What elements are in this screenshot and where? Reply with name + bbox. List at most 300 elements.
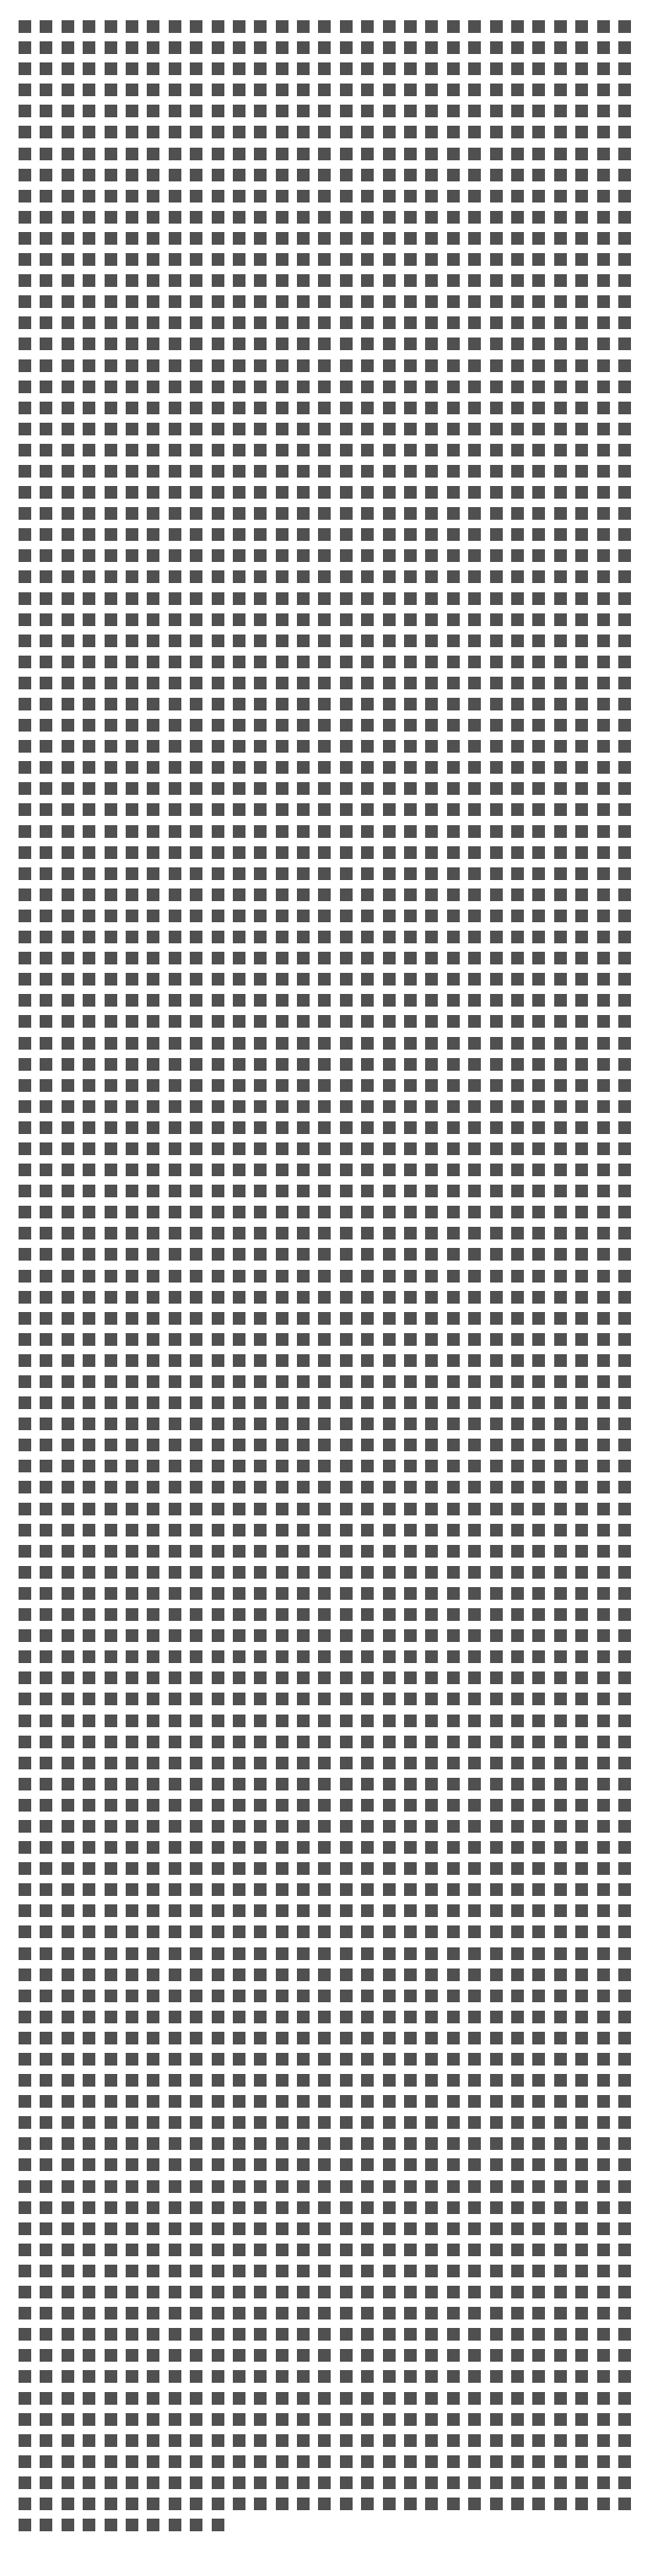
grid-tile bbox=[340, 1439, 353, 1451]
grid-tile bbox=[190, 1142, 202, 1155]
grid-tile bbox=[83, 740, 95, 753]
grid-tile bbox=[404, 1629, 417, 1642]
grid-tile bbox=[447, 1481, 460, 1493]
grid-tile bbox=[511, 1079, 524, 1092]
grid-tile bbox=[254, 338, 267, 350]
grid-tile bbox=[19, 846, 31, 859]
grid-tile bbox=[19, 2137, 31, 2150]
grid-tile bbox=[276, 62, 288, 75]
grid-tile bbox=[40, 2011, 52, 2023]
grid-tile bbox=[318, 423, 331, 435]
grid-tile bbox=[254, 1206, 267, 1218]
grid-tile bbox=[297, 719, 310, 732]
grid-tile bbox=[554, 1566, 567, 1579]
grid-tile bbox=[83, 1650, 95, 1663]
grid-tile bbox=[447, 2201, 460, 2214]
grid-tile bbox=[147, 549, 159, 562]
grid-tile bbox=[447, 973, 460, 986]
grid-tile bbox=[40, 381, 52, 393]
grid-tile bbox=[169, 719, 181, 732]
grid-tile bbox=[105, 1841, 117, 1854]
grid-tile bbox=[105, 2265, 117, 2277]
grid-tile bbox=[212, 1396, 224, 1409]
grid-tile bbox=[126, 1671, 138, 1684]
grid-tile bbox=[62, 1736, 74, 1748]
grid-tile bbox=[62, 2053, 74, 2066]
grid-tile bbox=[190, 1079, 202, 1092]
grid-tile bbox=[276, 1883, 288, 1896]
grid-tile bbox=[126, 1100, 138, 1113]
grid-tile bbox=[554, 1862, 567, 1875]
grid-tile bbox=[83, 2413, 95, 2426]
grid-tile bbox=[212, 2476, 224, 2489]
grid-tile bbox=[425, 1164, 438, 1176]
grid-tile bbox=[425, 316, 438, 329]
grid-tile bbox=[383, 148, 396, 160]
grid-tile bbox=[126, 381, 138, 393]
grid-tile bbox=[575, 1587, 588, 1600]
grid-tile bbox=[404, 570, 417, 583]
grid-tile bbox=[447, 465, 460, 478]
grid-tile bbox=[532, 931, 545, 943]
grid-tile bbox=[318, 719, 331, 732]
grid-tile bbox=[169, 105, 181, 117]
grid-tile bbox=[254, 316, 267, 329]
grid-tile bbox=[511, 1629, 524, 1642]
grid-tile bbox=[361, 126, 374, 138]
grid-tile bbox=[190, 1439, 202, 1451]
grid-tile bbox=[169, 1312, 181, 1325]
grid-tile bbox=[532, 1947, 545, 1960]
grid-tile bbox=[618, 1354, 631, 1367]
grid-tile bbox=[62, 2180, 74, 2193]
grid-tile bbox=[447, 1164, 460, 1176]
grid-tile bbox=[233, 1587, 245, 1600]
grid-tile bbox=[447, 169, 460, 181]
grid-tile bbox=[468, 2413, 481, 2426]
grid-tile bbox=[169, 1503, 181, 1515]
grid-tile bbox=[276, 316, 288, 329]
grid-tile bbox=[40, 1418, 52, 1430]
grid-tile bbox=[618, 1883, 631, 1896]
grid-tile bbox=[618, 1524, 631, 1536]
grid-tile bbox=[233, 1566, 245, 1579]
grid-tile bbox=[126, 2307, 138, 2319]
grid-tile bbox=[597, 635, 610, 647]
grid-tile bbox=[318, 867, 331, 880]
grid-tile bbox=[83, 2434, 95, 2447]
grid-tile bbox=[618, 2180, 631, 2193]
grid-tile bbox=[190, 677, 202, 689]
grid-tile bbox=[190, 1820, 202, 1833]
grid-tile bbox=[468, 1671, 481, 1684]
grid-tile bbox=[575, 613, 588, 626]
grid-tile bbox=[19, 1841, 31, 1854]
grid-tile bbox=[383, 1524, 396, 1536]
grid-tile bbox=[532, 613, 545, 626]
grid-tile bbox=[511, 41, 524, 54]
grid-tile bbox=[511, 2455, 524, 2468]
grid-tile bbox=[276, 2392, 288, 2405]
grid-tile bbox=[361, 656, 374, 668]
grid-tile bbox=[618, 2201, 631, 2214]
grid-tile bbox=[383, 2244, 396, 2256]
grid-tile bbox=[318, 1503, 331, 1515]
grid-tile bbox=[511, 1862, 524, 1875]
grid-tile bbox=[126, 1820, 138, 1833]
grid-tile bbox=[297, 1566, 310, 1579]
grid-tile bbox=[383, 677, 396, 689]
grid-tile bbox=[532, 2222, 545, 2235]
grid-tile bbox=[468, 2158, 481, 2171]
grid-tile bbox=[169, 1058, 181, 1071]
grid-tile bbox=[468, 1757, 481, 1769]
grid-tile bbox=[105, 1481, 117, 1493]
grid-tile bbox=[62, 1524, 74, 1536]
grid-tile bbox=[404, 1015, 417, 1028]
grid-tile bbox=[511, 169, 524, 181]
grid-tile bbox=[254, 402, 267, 414]
grid-tile bbox=[404, 2158, 417, 2171]
grid-tile bbox=[40, 1460, 52, 1472]
grid-tile bbox=[276, 1820, 288, 1833]
grid-tile bbox=[83, 2392, 95, 2405]
grid-tile bbox=[276, 1375, 288, 1388]
tile-grid bbox=[19, 20, 631, 2531]
grid-tile bbox=[554, 1418, 567, 1430]
grid-tile bbox=[554, 423, 567, 435]
grid-tile bbox=[254, 1503, 267, 1515]
grid-tile bbox=[468, 613, 481, 626]
grid-tile bbox=[276, 1608, 288, 1621]
grid-tile bbox=[597, 1841, 610, 1854]
grid-tile bbox=[468, 761, 481, 774]
grid-tile bbox=[511, 20, 524, 33]
grid-tile bbox=[511, 2011, 524, 2023]
grid-tile bbox=[318, 465, 331, 478]
grid-tile bbox=[425, 570, 438, 583]
grid-tile bbox=[83, 1968, 95, 1981]
grid-tile bbox=[126, 888, 138, 901]
grid-tile bbox=[383, 2498, 396, 2510]
grid-tile bbox=[490, 549, 503, 562]
grid-tile bbox=[597, 1947, 610, 1960]
grid-tile bbox=[169, 803, 181, 816]
grid-tile bbox=[40, 888, 52, 901]
grid-tile bbox=[126, 126, 138, 138]
grid-tile bbox=[490, 1841, 503, 1854]
grid-tile bbox=[212, 169, 224, 181]
grid-tile bbox=[62, 253, 74, 266]
grid-tile bbox=[297, 1121, 310, 1134]
grid-tile bbox=[212, 2244, 224, 2256]
grid-tile bbox=[618, 1375, 631, 1388]
grid-tile bbox=[404, 2074, 417, 2087]
grid-tile bbox=[40, 2180, 52, 2193]
grid-tile bbox=[190, 148, 202, 160]
grid-tile bbox=[575, 910, 588, 922]
grid-tile bbox=[425, 1396, 438, 1409]
grid-tile bbox=[318, 973, 331, 986]
grid-tile bbox=[62, 2074, 74, 2087]
grid-tile bbox=[447, 2222, 460, 2235]
grid-tile bbox=[297, 825, 310, 838]
grid-tile bbox=[532, 570, 545, 583]
grid-tile bbox=[62, 1566, 74, 1579]
grid-tile bbox=[19, 888, 31, 901]
grid-tile bbox=[404, 444, 417, 456]
grid-tile bbox=[62, 1185, 74, 1197]
grid-tile bbox=[40, 698, 52, 710]
grid-tile bbox=[169, 1566, 181, 1579]
grid-tile bbox=[575, 2201, 588, 2214]
grid-tile bbox=[276, 1121, 288, 1134]
grid-tile bbox=[19, 1079, 31, 1092]
grid-tile bbox=[318, 2222, 331, 2235]
grid-tile bbox=[532, 2180, 545, 2193]
grid-tile bbox=[212, 2434, 224, 2447]
grid-tile bbox=[254, 635, 267, 647]
grid-tile bbox=[575, 761, 588, 774]
grid-tile bbox=[212, 105, 224, 117]
grid-tile bbox=[233, 232, 245, 245]
grid-tile bbox=[212, 1587, 224, 1600]
grid-tile bbox=[575, 1757, 588, 1769]
grid-tile bbox=[597, 253, 610, 266]
grid-tile bbox=[40, 2074, 52, 2087]
grid-tile bbox=[554, 62, 567, 75]
grid-tile bbox=[19, 1925, 31, 1938]
grid-tile bbox=[447, 1312, 460, 1325]
grid-tile bbox=[254, 698, 267, 710]
grid-tile bbox=[126, 1862, 138, 1875]
grid-tile bbox=[532, 2455, 545, 2468]
grid-tile bbox=[468, 698, 481, 710]
grid-tile bbox=[19, 1439, 31, 1451]
grid-tile bbox=[618, 338, 631, 350]
grid-tile bbox=[83, 486, 95, 499]
grid-tile bbox=[83, 1799, 95, 1812]
grid-tile bbox=[276, 2201, 288, 2214]
grid-tile bbox=[361, 2265, 374, 2277]
grid-tile bbox=[147, 2158, 159, 2171]
grid-tile bbox=[447, 1566, 460, 1579]
grid-tile bbox=[575, 169, 588, 181]
grid-tile bbox=[169, 2328, 181, 2341]
grid-tile bbox=[618, 105, 631, 117]
grid-tile bbox=[254, 62, 267, 75]
grid-tile bbox=[40, 1354, 52, 1367]
grid-tile bbox=[233, 1608, 245, 1621]
grid-tile bbox=[212, 2222, 224, 2235]
grid-tile bbox=[468, 1354, 481, 1367]
grid-tile bbox=[126, 677, 138, 689]
grid-tile bbox=[62, 1121, 74, 1134]
grid-tile bbox=[147, 1608, 159, 1621]
grid-tile bbox=[126, 549, 138, 562]
grid-tile bbox=[297, 1757, 310, 1769]
grid-tile bbox=[404, 528, 417, 541]
grid-tile bbox=[105, 677, 117, 689]
grid-tile bbox=[212, 1227, 224, 1239]
grid-tile bbox=[361, 782, 374, 795]
grid-tile bbox=[212, 2201, 224, 2214]
grid-tile bbox=[361, 994, 374, 1007]
grid-tile bbox=[490, 1799, 503, 1812]
grid-tile bbox=[404, 2455, 417, 2468]
grid-tile bbox=[40, 2349, 52, 2362]
grid-tile bbox=[169, 1736, 181, 1748]
grid-tile bbox=[468, 846, 481, 859]
grid-tile bbox=[532, 381, 545, 393]
grid-tile bbox=[554, 1121, 567, 1134]
grid-tile bbox=[83, 952, 95, 964]
grid-tile bbox=[340, 1693, 353, 1705]
grid-tile bbox=[190, 825, 202, 838]
grid-tile bbox=[297, 507, 310, 520]
grid-tile bbox=[169, 888, 181, 901]
grid-tile bbox=[254, 20, 267, 33]
grid-tile bbox=[361, 402, 374, 414]
grid-tile bbox=[404, 1164, 417, 1176]
grid-tile bbox=[361, 190, 374, 203]
grid-tile bbox=[169, 1333, 181, 1346]
grid-tile bbox=[361, 1715, 374, 1727]
grid-tile bbox=[404, 973, 417, 986]
grid-tile bbox=[62, 2307, 74, 2319]
grid-tile bbox=[147, 2413, 159, 2426]
grid-tile bbox=[62, 1058, 74, 1071]
grid-tile bbox=[254, 2370, 267, 2383]
grid-tile bbox=[383, 1185, 396, 1197]
grid-tile bbox=[62, 381, 74, 393]
grid-tile bbox=[233, 2307, 245, 2319]
grid-tile bbox=[511, 423, 524, 435]
grid-tile bbox=[404, 316, 417, 329]
grid-tile bbox=[575, 656, 588, 668]
grid-tile bbox=[490, 1925, 503, 1938]
grid-tile bbox=[212, 359, 224, 372]
grid-tile bbox=[340, 1820, 353, 1833]
grid-tile bbox=[597, 1608, 610, 1621]
grid-tile bbox=[425, 846, 438, 859]
grid-tile bbox=[276, 381, 288, 393]
grid-tile bbox=[40, 1883, 52, 1896]
grid-tile bbox=[361, 1312, 374, 1325]
grid-tile bbox=[490, 2011, 503, 2023]
grid-tile bbox=[297, 1333, 310, 1346]
grid-tile bbox=[83, 1439, 95, 1451]
grid-tile bbox=[169, 2455, 181, 2468]
grid-tile bbox=[447, 2434, 460, 2447]
grid-tile bbox=[597, 1715, 610, 1727]
grid-tile bbox=[425, 1883, 438, 1896]
grid-tile bbox=[105, 656, 117, 668]
grid-tile bbox=[404, 423, 417, 435]
grid-tile bbox=[468, 656, 481, 668]
grid-tile bbox=[468, 549, 481, 562]
grid-tile bbox=[126, 232, 138, 245]
grid-tile bbox=[404, 952, 417, 964]
grid-tile bbox=[62, 1990, 74, 2002]
grid-tile bbox=[40, 825, 52, 838]
grid-tile bbox=[169, 952, 181, 964]
grid-tile bbox=[383, 2476, 396, 2489]
grid-tile bbox=[532, 2286, 545, 2298]
grid-tile bbox=[340, 1671, 353, 1684]
grid-tile bbox=[83, 2180, 95, 2193]
grid-tile bbox=[318, 507, 331, 520]
grid-tile bbox=[340, 62, 353, 75]
grid-tile bbox=[62, 105, 74, 117]
grid-tile bbox=[276, 613, 288, 626]
grid-tile bbox=[404, 1904, 417, 1917]
grid-tile bbox=[105, 1312, 117, 1325]
grid-tile bbox=[511, 1925, 524, 1938]
grid-tile bbox=[532, 549, 545, 562]
grid-tile bbox=[575, 2137, 588, 2150]
grid-tile bbox=[105, 148, 117, 160]
grid-tile bbox=[83, 2244, 95, 2256]
grid-tile bbox=[340, 1312, 353, 1325]
grid-tile bbox=[62, 2286, 74, 2298]
grid-tile bbox=[105, 2158, 117, 2171]
grid-tile bbox=[297, 1524, 310, 1536]
grid-tile bbox=[276, 169, 288, 181]
grid-tile bbox=[575, 1990, 588, 2002]
grid-tile bbox=[597, 910, 610, 922]
grid-tile bbox=[318, 1671, 331, 1684]
grid-tile bbox=[597, 2244, 610, 2256]
grid-tile bbox=[233, 1142, 245, 1155]
grid-tile bbox=[597, 1185, 610, 1197]
grid-tile bbox=[62, 1291, 74, 1304]
grid-tile bbox=[340, 1396, 353, 1409]
grid-tile bbox=[126, 1291, 138, 1304]
grid-tile bbox=[190, 465, 202, 478]
grid-tile bbox=[575, 1503, 588, 1515]
grid-tile bbox=[361, 2455, 374, 2468]
grid-tile bbox=[147, 2286, 159, 2298]
grid-tile bbox=[361, 1079, 374, 1092]
grid-tile bbox=[212, 2349, 224, 2362]
grid-tile bbox=[83, 1693, 95, 1705]
grid-tile bbox=[618, 1990, 631, 2002]
grid-tile bbox=[254, 381, 267, 393]
grid-tile bbox=[169, 910, 181, 922]
grid-tile bbox=[233, 295, 245, 308]
grid-tile bbox=[490, 1291, 503, 1304]
grid-tile bbox=[318, 41, 331, 54]
grid-tile bbox=[297, 1058, 310, 1071]
grid-tile bbox=[404, 1375, 417, 1388]
grid-tile bbox=[318, 782, 331, 795]
grid-tile bbox=[40, 1671, 52, 1684]
grid-tile bbox=[297, 1947, 310, 1960]
grid-tile bbox=[212, 1904, 224, 1917]
grid-tile bbox=[340, 402, 353, 414]
grid-tile bbox=[425, 423, 438, 435]
grid-tile bbox=[147, 846, 159, 859]
grid-tile bbox=[297, 1841, 310, 1854]
grid-tile bbox=[318, 1418, 331, 1430]
grid-tile bbox=[361, 507, 374, 520]
grid-tile bbox=[233, 2455, 245, 2468]
grid-tile bbox=[190, 232, 202, 245]
grid-tile bbox=[212, 1100, 224, 1113]
grid-tile bbox=[554, 2498, 567, 2510]
grid-tile bbox=[340, 338, 353, 350]
